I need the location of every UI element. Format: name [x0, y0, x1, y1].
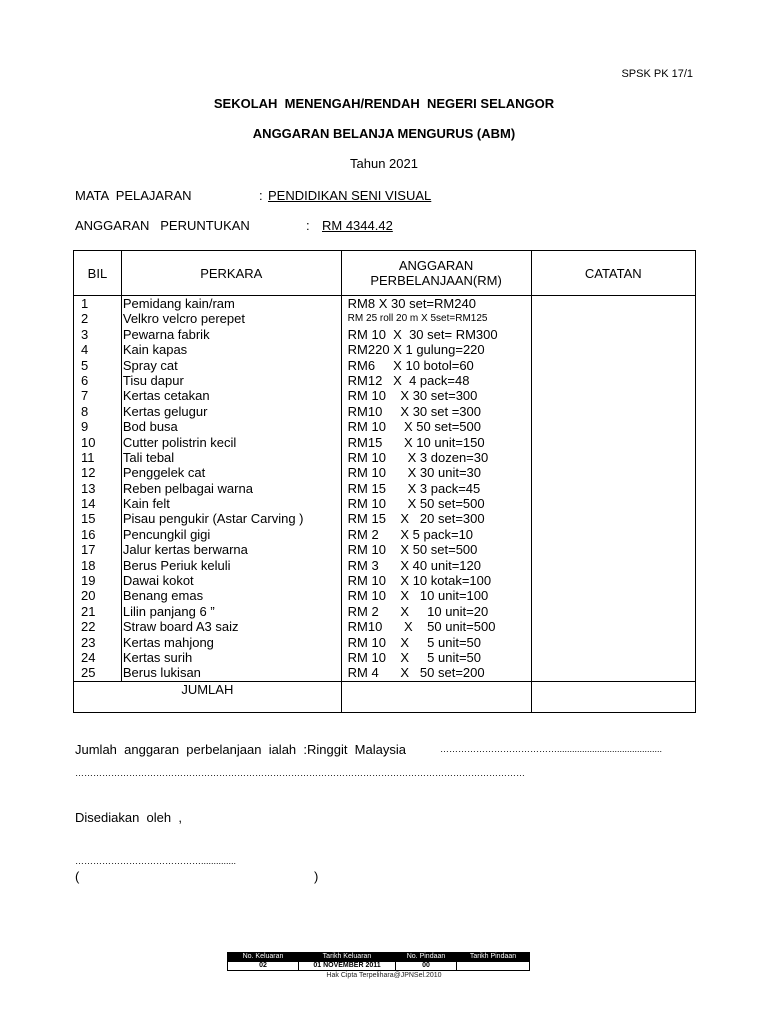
total-note-cell — [531, 681, 696, 712]
year-label: Tahun 2021 — [350, 156, 418, 171]
row-anggaran: RM 10 X 5 unit=50 — [347, 649, 481, 665]
header-anggaran-line2: PERBELANJAAN(RM) — [370, 273, 502, 288]
row-perkara: Cutter polistrin kecil — [122, 434, 237, 450]
row-perkara: Straw board A3 saiz — [122, 619, 239, 635]
row-bil: 4 — [81, 342, 89, 358]
row-perkara: Bod busa — [122, 419, 178, 435]
row-anggaran: RM 10 X 30 unit=30 — [347, 465, 481, 481]
document-title: ANGGARAN BELANJA MENGURUS (ABM) — [252, 126, 516, 141]
revision-header-tarikh-keluaran: Tarikh Keluaran — [299, 953, 396, 962]
signature-dots: …………………………………….............. — [75, 856, 237, 866]
row-anggaran: RM 4 X 50 set=200 — [347, 665, 485, 681]
row-anggaran: RM 10 X 30 set= RM300 — [347, 326, 498, 342]
row-bil: 11 — [81, 449, 95, 465]
row-anggaran: RM 15 X 3 pack=45 — [347, 480, 481, 496]
row-perkara: Pemidang kain/ram — [122, 296, 235, 311]
row-anggaran: RM 2 X 5 pack=10 — [347, 526, 474, 542]
row-anggaran: RM 10 X 50 set=500 — [347, 496, 485, 512]
table-body-row — [74, 296, 696, 682]
header-perkara: PERKARA — [121, 251, 341, 296]
row-perkara: Spray cat — [122, 357, 178, 373]
row-perkara: Berus Periuk keluli — [122, 557, 231, 573]
row-anggaran: RM10 X 50 unit=500 — [347, 619, 496, 635]
row-perkara: Reben pelbagai warna — [122, 480, 253, 496]
row-anggaran: RM10 X 30 set =300 — [347, 403, 481, 419]
total-dots-line1: ………………………………….......................................... — [440, 744, 663, 754]
total-sentence: Jumlah anggaran perbelanjaan ialah :Ringgit Malaysia — [75, 742, 406, 757]
total-label: JUMLAH — [74, 681, 342, 712]
row-anggaran: RM12 X 4 pack=48 — [347, 372, 470, 388]
row-perkara: Kertas gelugur — [122, 403, 208, 419]
allocation-colon: : — [306, 218, 310, 233]
row-perkara: Pisau pengukir (Astar Carving ) — [122, 511, 304, 527]
row-bil: 7 — [81, 388, 89, 404]
revision-header-no-pindaan: No. Pindaan — [396, 953, 457, 962]
row-bil: 21 — [81, 603, 96, 619]
row-bil: 25 — [81, 665, 96, 681]
row-perkara: Tali tebal — [122, 449, 175, 465]
row-perkara: Penggelek cat — [122, 465, 206, 481]
bil-column — [74, 296, 122, 682]
row-anggaran: RM 10 X 50 set=500 — [347, 542, 478, 558]
copyright-text: Hak Cipta Terpelihara@JPNSel.2010 — [326, 972, 442, 979]
row-anggaran: RM 10 X 5 unit=50 — [347, 634, 481, 650]
table-header-row — [74, 251, 696, 296]
header-catatan: CATATAN — [531, 251, 696, 296]
row-anggaran: RM 10 X 10 kotak=100 — [347, 573, 492, 589]
row-bil: 6 — [81, 372, 89, 388]
row-anggaran: RM8 X 30 set=RM240 — [347, 296, 476, 311]
row-bil: 22 — [81, 619, 96, 635]
header-bil: BIL — [74, 251, 122, 296]
revision-table — [227, 952, 530, 971]
name-paren-close: ) — [314, 869, 319, 884]
row-bil: 9 — [81, 419, 89, 435]
revision-header-tarikh-pindaan: Tarikh Pindaan — [457, 953, 530, 962]
subject-value: PENDIDIKAN SENI VISUAL — [268, 188, 432, 203]
row-bil: 8 — [81, 403, 89, 419]
row-perkara: Jalur kertas berwarna — [122, 542, 248, 558]
total-row — [74, 681, 696, 712]
row-bil: 10 — [81, 434, 96, 450]
row-anggaran: RM 10 X 10 unit=100 — [347, 588, 489, 604]
row-perkara: Kain felt — [122, 496, 170, 512]
row-anggaran: RM15 X 10 unit=150 — [347, 434, 485, 450]
row-bil: 1 — [81, 296, 89, 311]
row-perkara: Kertas surih — [122, 649, 193, 665]
row-anggaran: RM 10 X 30 set=300 — [347, 388, 478, 404]
catatan-column — [531, 296, 696, 682]
row-bil: 13 — [81, 480, 96, 496]
row-bil: 12 — [81, 465, 96, 481]
revision-no-keluaran: 02 — [228, 962, 299, 971]
name-paren-open: ( — [75, 869, 80, 884]
revision-tarikh-pindaan — [457, 962, 530, 971]
subject-colon: : — [259, 188, 263, 203]
header-anggaran — [341, 251, 531, 296]
row-bil: 20 — [81, 588, 96, 604]
row-bil: 23 — [81, 634, 96, 650]
row-perkara: Dawai kokot — [122, 573, 194, 589]
row-bil: 15 — [81, 511, 96, 527]
perkara-column — [121, 296, 341, 682]
revision-value-row — [228, 962, 530, 971]
header-anggaran-line1: ANGGARAN — [398, 258, 474, 273]
row-perkara: Kain kapas — [122, 342, 188, 358]
anggaran-column — [341, 296, 531, 682]
row-perkara: Pewarna fabrik — [122, 326, 210, 342]
row-perkara: Kertas mahjong — [122, 634, 214, 650]
row-perkara: Kertas cetakan — [122, 388, 210, 404]
row-perkara: Tisu dapur — [122, 372, 184, 388]
allocation-value: RM 4344.42 — [322, 218, 393, 233]
revision-no-pindaan: 00 — [396, 962, 457, 971]
total-value-cell — [341, 681, 531, 712]
row-bil: 3 — [81, 326, 89, 342]
row-bil: 24 — [81, 649, 96, 665]
revision-tarikh-keluaran: 01 NOVEMBER 2011 — [299, 962, 396, 971]
row-perkara: Berus lukisan — [122, 665, 201, 681]
row-anggaran: RM 15 X 20 set=300 — [347, 511, 485, 527]
row-perkara: Pencungkil gigi — [122, 526, 211, 542]
row-bil: 17 — [81, 542, 96, 558]
prepared-by-label: Disediakan oleh , — [75, 810, 182, 825]
row-bil: 19 — [81, 573, 96, 589]
row-anggaran: RM6 X 10 botol=60 — [347, 357, 474, 373]
revision-header-no-keluaran: No. Keluaran — [228, 953, 299, 962]
revision-header-row — [228, 953, 530, 962]
allocation-label: ANGGARAN PERUNTUKAN — [75, 218, 250, 233]
budget-table — [73, 250, 696, 713]
subject-label: MATA PELAJARAN — [75, 188, 192, 203]
row-anggaran: RM 10 X 50 set=500 — [347, 419, 481, 435]
row-bil: 14 — [81, 496, 96, 512]
row-perkara: Lilin panjang 6 ” — [122, 603, 215, 619]
school-heading: SEKOLAH MENENGAH/RENDAH NEGERI SELANGOR — [213, 96, 555, 111]
row-perkara: Benang emas — [122, 588, 204, 604]
row-perkara: Velkro velcro perepet — [122, 311, 245, 327]
row-anggaran: RM 2 X 10 unit=20 — [347, 603, 489, 619]
row-anggaran: RM 25 roll 20 m X 5set=RM125 — [347, 313, 488, 325]
row-bil: 2 — [81, 311, 89, 327]
row-bil: 16 — [81, 526, 96, 542]
row-bil: 5 — [81, 357, 89, 373]
form-code: SPSK PK 17/1 — [621, 68, 693, 80]
total-dots-line2: …………………………………………………………………………………………………………………………………… — [75, 768, 525, 778]
row-anggaran: RM 10 X 3 dozen=30 — [347, 449, 489, 465]
row-anggaran: RM 3 X 40 unit=120 — [347, 557, 481, 573]
row-anggaran: RM220 X 1 gulung=220 — [347, 342, 485, 358]
row-bil: 18 — [81, 557, 96, 573]
